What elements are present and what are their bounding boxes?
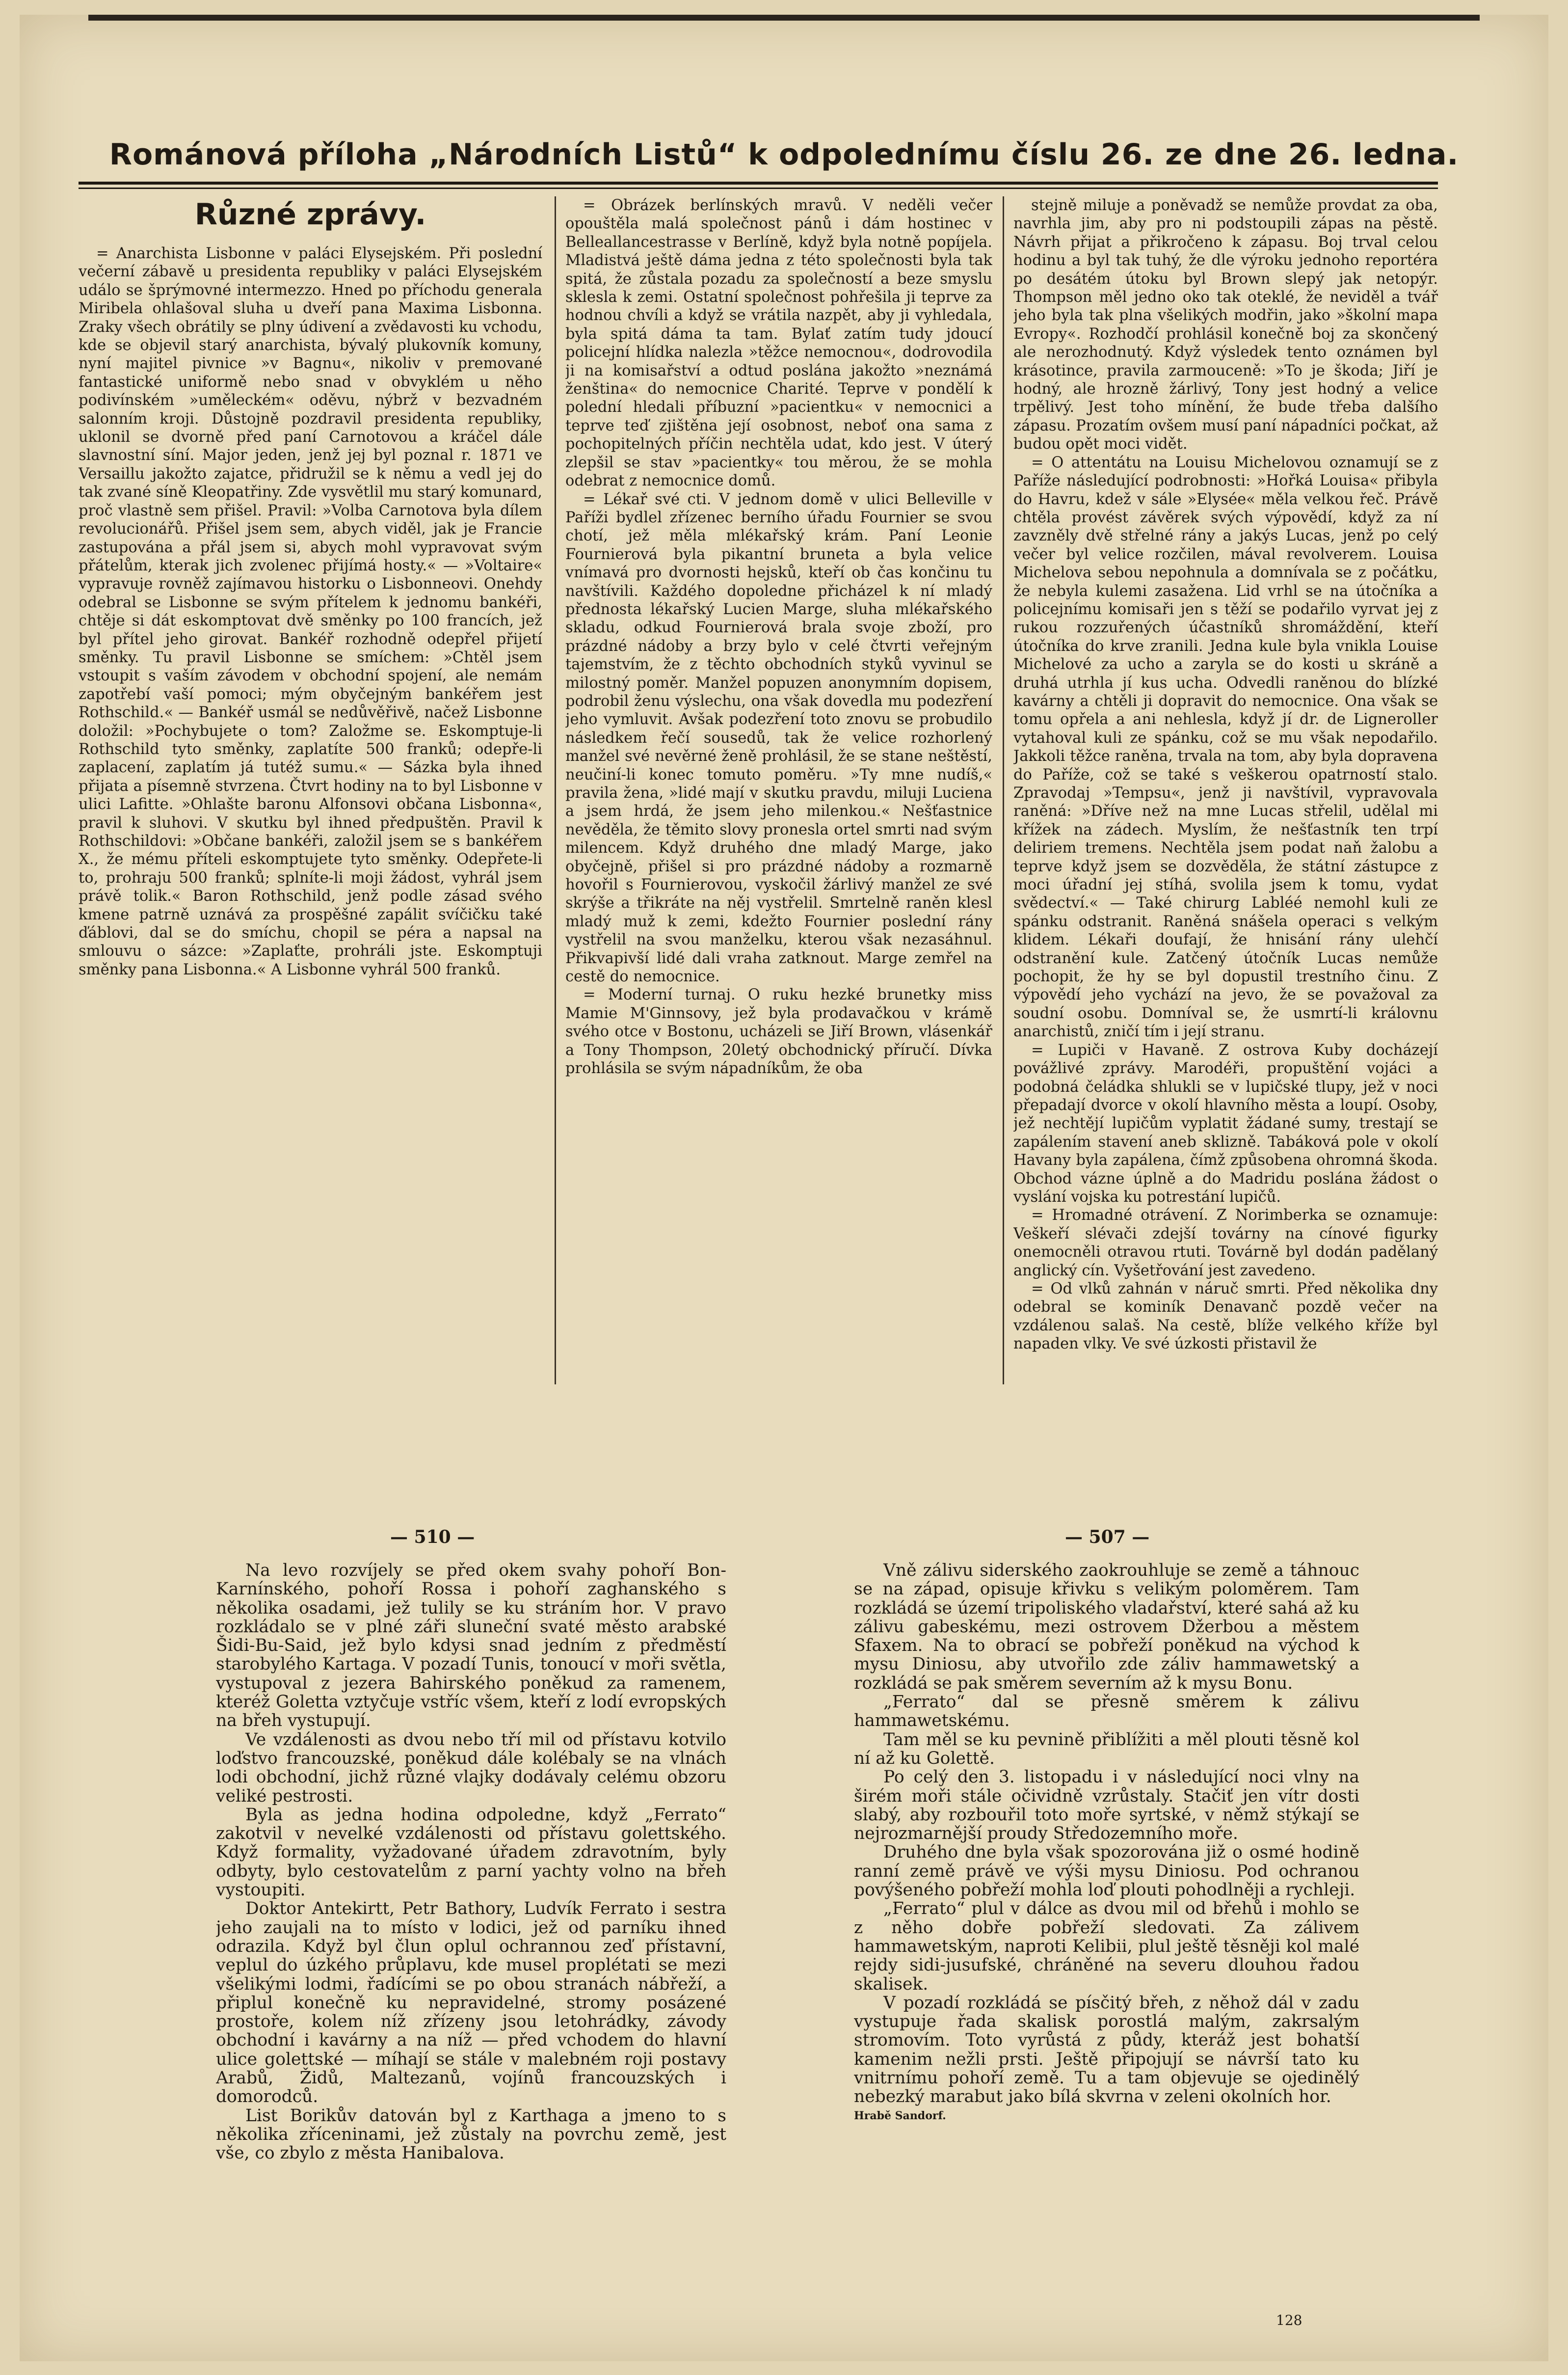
page-header: Románová příloha „Národních Listů“ k odpolednímu číslu 26. ze dne 26. ledna. — [109, 137, 1459, 172]
feuilleton-paragraph: V pozadí rozkládá se písčitý břeh, z něhož dál v zadu vystupuje řada skalisk porostlá malým, zakrsalým stromovím. Toto vyrůstá z půdy, kteráž jest bohatší kamenim nežli prsti. Ještě připojují se návrší tato ku vnitrnímu pohoří země. Tu a tam objevuje se ojedinělý nebezký marabut jako bílá skvrna v zeleni okolních hor. — [854, 1993, 1359, 2107]
page-number-128: 128 — [1276, 2312, 1302, 2328]
feuilleton-paragraph: Vně zálivu siderského zaokrouhluje se země a táhnouc se na západ, opisuje křivku s velikým poloměrem. Tam rozkládá se území tripoliského vladařství, které sahá až ku zálivu gabeskému, mezi ostrovem Džerbou a městem Sfaxem. Na to obrací se pobřeží poněkud na východ k mysu Diniosu, aby utvořilo zde záliv hammawetský a rozkládá se pak směrem severním až k mysu Bonu. — [854, 1561, 1359, 1693]
article-anarchist-lisbonne: = Anarchista Lisbonne v paláci Elysejském. Při poslední večerní zábavě u presidenta republiky v paláci Elysejském událo se šprýmovné intermezzo. Hned po příchodu generala Miribela ohlašoval sluha u dveří pana Maxima Lisbonna. Zraky všech obrátily se plny údivení a zvědavosti ku vchodu, kde se objevil starý anarchista, bývalý plukovník komuny, nyní majitel pivnice »v Bagnu«, nikoliv v premované fantastické uniformě nebo snad v obvyklém u něho podivínském »uměleckém« oděvu, nýbrž v bezvadném salonním kroji. Důstojně pozdravil presidenta republiky, uklonil se dvorně před paní Carnotovou a kráčel dále slavnostní síní. Major jeden, jenž jej byl poznal r. 1871 ve Versaillu jakožto zajatce, přidružil se k němu a vedl jej do tak zvané síně Kleopatřiny. Zde vysvětlil mu starý komunard, proč vlastně sem přišel. Pravil: »Volba Carnotova byla dílem revolucionářů. Přišel jsem sem, abych viděl, jak je Francie zastupována a přál jsem si, abych mohl vypravovat svým přátelům, kterak jich zvolenec přijímá hosty.« — »Voltaire« vypravuje rovněž zajímavou historku o Lisbonneovi. Onehdy odebral se Lisbonne se svým přítelem k jednomu bankéři, chtěje si dát eskomptovat dvě směnky po 100 francích, jež byl přítel jeho girovat. Bankéř rozhodně odepřel přijetí směnky. Tu pravil Lisbonne se smíchem: »Chtěl jsem vstoupit s vaším závodem v obchodní spojení, ale nemám zapotřebí vaší pomoci; mým obyčejným bankéřem jest Rothschild.« — Bankéř usmál se nedůvěřivě, načež Lisbonne doložil: »Pochybujete o tom? Založme se. Eskomptuje-li Rothschild tyto směnky, zaplatíte 500 franků; odepře-li zaplacení, zaplatím já tutéž sumu.« — Sázka byla ihned přijata a písemně stvrzena. Čtvrt hodiny na to byl Lisbonne v ulici Lafitte. »Ohlašte baronu Alfonsovi občana Lisbonna«, pravil k sluhovi. V skutku byl ihned předpuštěn. Pravil k Rothschildovi: »Občane bankéři, založil jsem se s bankéřem X., že mému příteli eskomptujete tyto směnky. Odepřete-li to, prohraju 500 franků; splníte-li moji žádost, vyhrál jsem právě tolik.« Baron Rothschild, jenž podle zásad svého kmene patrně uznává za prospěšné zapálit svíčičku také ďáblovi, dal se do smíchu, chopil se péra a napsal na smlouvu o sázce: »Zaplaťte, prohráli jste. Eskomptuji směnky pana Lisbonna.« A Lisbonne vyhrál 500 franků. — [79, 245, 542, 978]
article-wolves: = Od vlků zahnán v náruč smrti. Před několika dny odebral se kominík Denavanč pozdě večer na vzdálenou salaš. Na cestě, blíže velkého kříže byl napaden vlky. Ve své úzkosti přistavil že — [1013, 1280, 1438, 1353]
feuilleton-right-column — [854, 1561, 1359, 2337]
feuilleton-left-column — [216, 1561, 726, 2337]
article-honour-doctor: = Lékař své cti. V jednom domě v ulici Belleville v Paříži bydlel zřízenec berního úřadu Fournier se svou chotí, jež měla mlékařský krám. Paní Leonie Fournierová byla pikantní bruneta a byla velice vnímavá pro dvornosti hejsků, kteří ob čas končinu tu navštívili. Každého dopoledne přicházel k ní mladý přednosta lékařský Lucien Marge, sluha mlékařského skladu, odkud Fournierová brala svoje zboží, pro prázdné nádoby a brzy bylo v celé čtvrti veřejným tajemstvím, že z těchto obchodních styků vyvinul se milostný poměr. Manžel popuzen anonymním dopisem, podrobil ženu výslechu, ona však dovedla mu podezření jeho vymluvit. Avšak podezření toto znovu se probudilo následkem řečí sousedů, tak že velice rozhorlený manžel své nevěrné ženě prohlásil, že se stane neštěstí, neučiní-li konec tomuto poměru. »Ty mne nudíš,« pravila žena, »lidé mají v skutku pravdu, miluji Luciena a jsem hrdá, že jsem jeho milenkou.« Nešťastnice nevěděla, že těmito slovy pronesla ortel smrti nad svým milencem. Když druhého dne mladý Marge, jako obyčejně, přišel si pro prázdné nádoby a rozmarně hovořil s Fournierovou, vyskočil žárlivý manžel ze své skrýše a třikráte na něj vystřelil. Smrtelně raněn klesl mladý muž k zemi, kdežto Fournier poslední rány vystřelil na svou manželku, kterou však nezasáhnul. Přikvapivší lidé dali vraha zatknout. Marge zemřel na cestě do nemocnice. — [565, 490, 992, 986]
column-divider-1 — [555, 196, 556, 1384]
section-title: Různé zprávy. — [194, 197, 426, 232]
feuilleton-paragraph: List Borikův datován byl z Karthaga a jmeno to s několika zříceninami, jež zůstaly na povrchu země, jest vše, co zbylo z města Hanibalova. — [216, 2105, 726, 2163]
page-number-510: — 510 — — [390, 1527, 475, 1547]
feuilleton-paragraph: „Ferrato“ plul v dálce as dvou mil od břehů i mohlo se z něho dobře pobřeží sledovati. Za zálivem hammawetským, naproti Kelibii, plul ještě těsněji kol malé rejdy sidi-jusufské, chráněné na severu dlouhou řadou skalisek. — [854, 1899, 1359, 1994]
feuilleton-paragraph: Ve vzdálenosti as dvou nebo tří mil od přístavu kotvilo loďstvo francouzské, poněkud dále kolébaly se na vlnách lodi obchodní, jichž různé vlajky dodávaly celému obzoru veliké pestrosti. — [216, 1729, 726, 1806]
newspaper-page — [20, 15, 1548, 2361]
article-michel-attentat: = O attentátu na Louisu Michelovou oznamují se z Paříže následující podrobnosti: »Hořká Louisa« přibyla do Havru, kdež v sále »Elysée« měla velkou řeč. Právě chtěla provést závěrek svých výpovědí, když za ní zavzněly dvě střelné rány a jakýs Lucas, jenž po celý večer byl velice rozčilen, mával revolverem. Louisa Michelova sebou nepohnula a domnívala se z počátku, že nebyla kulemi zasažena. Lid vrhl se na útočníka a policejnímu komisaři jen s těží se podařilo vyrvat jej z rukou rozzuřených účastníků shromáždění, kteří útočníka do krve zranili. Jedna kule byla vnikla Louise Michelové za ucho a zaryla se do kosti u skráně a druhá utrhla jí kus ucha. Odvedli raněnou do blízké kavárny a chtěli ji dopravit do nemocnice. Ona však se tomu opřela a ani nehlesla, když jí dr. de Ligneroller vytahoval kuli ze spánku, což se mu však nepodařilo. Jakkoli těžce raněna, trvala na tom, aby byla dopravena do Paříže, což se také s veškerou opatrností stalo. Zpravodaj »Tempsu«, jenž ji navštívil, vypravovala raněná: »Dříve než na mne Lucas střelil, udělal mi křížek na zádech. Myslím, že nešťastník ten trpí deliriem tremens. Nechtěla jsem podat naň žalobu a teprve když jsem se dozvěděla, že státní zástupce z moci úřadní jej stíhá, svolila jsem k tomu, vydat svědectví.« — Také chirurg Labléé nemohl kuli ze spánku odstranit. Raněná snášela operaci s velkým klidem. Lékaři doufají, že hnisání rány ulehčí odstranění kule. Zatčený útočník Lucas nemůže pochopit, že hy se byl dopustil trestního činu. Z výpovědí jeho vychází na jevo, že se považoval za soudní osobu. Domníval se, že usmrtí-li královnu anarchistů, zničí tím i její stranu. — [1013, 454, 1438, 1041]
column-2 — [565, 196, 992, 1365]
feuilleton-paragraph: Doktor Antekirtt, Petr Bathory, Ludvík Ferrato i sestra jeho zaujali na to místo v lodici, jež od parníku ihned odrazila. Když byl člun oplul ochrannou zeď přístavní, veplul do úzkého průplavu, kde musel proplétati se mezi všelikými lodmi, řadícími se po obou stranách nábřeží, a připlul konečně ku nepravidelné, stromy posázené prostoře, kolem níž zřízeny jsou letohrádky, závody obchodní i kavárny a na níž — před vchodem do hlavní ulice golettské — míhají se stále v malebném roji postavy Arabů, Židů, Maltezanů, vojínů francouzských i domorodců. — [216, 1899, 726, 2107]
article-havana-robbers: = Lupiči v Havaně. Z ostrova Kuby docházejí povážlivé zprávy. Marodéři, propuštění vojáci a podobná čeládka shlukli se v lupičské tlupy, jež v noci přepadají dvorce v okolí hlavního města a loupí. Osoby, jež nechtějí lupičům vyplatit žádané sumy, trestají se zapálením stavení aneb sklizně. Tabáková pole v okolí Havany byla zapálena, čímž způsobena ohromná škoda. Obchod vázne úplně a do Madridu poslána žádost o vyslání vojska ku potrestání lupičů. — [1013, 1041, 1438, 1206]
column-3 — [1013, 196, 1438, 1365]
feuilleton-signature: Hrabě Sandorf. — [854, 2109, 946, 2122]
article-tournament-continued: stejně miluje a poněvadž se nemůže provdat za oba, navrhla jim, aby pro ni podstoupili zápas na pěstě. Návrh přijat a přikročeno k zápasu. Boj trval celou hodinu a byl tak tuhý, že dle výroku jednoho reportéra po desátém útoku byl Brown slepý jak netopýr. Thompson měl jedno oko tak oteklé, že neviděl a tvář jeho byla tak plna všelikých modřin, jako »školní mapa Evropy«. Rozhodčí prohlásil konečně boj za skončený ale nerozhodnutý. Když výsledek tento oznámen byl krásotince, pravila zarmouceně: »To je škoda; Jiří je hodný, ale hrozně žárlivý, Tony jest hodný a velice trpělivý. Jest toho mínění, že bude třeba dalšího zápasu. Prozatím ovšem musí paní nápadníci počkat, až budou opět moci vidět. — [1013, 197, 1438, 453]
top-edge-rule — [88, 15, 1480, 21]
article-berlin-morals: = Obrázek berlínských mravů. V neděli večer opouštěla malá společnost pánů i dám hostinec v Belleallancestrasse v Berlíně, když byla notně popíjela. Mladistvá ještě dáma jedna z této společnosti byla tak spitá, že zůstala pozadu za společností a beze smyslu sklesla k zemi. Ostatní společnost pohřešila ji teprve za hodnou chvíli a když se vrátila nazpět, aby ji vyhledala, byla spitá dáma ta tam. Bylať zatím tudy jdoucí policejní hlídka nalezla »těžce nemocnou«, dodrovodila ji na komisařství a odtud poslána jakožto »neznámá ženština« do nemocnice Charité. Teprve v pondělí k polední hledali příbuzní »pacientku« v nemocnici a teprve teď zjištěna její osobnost, neboť ona sama z pochopitelných příčin nechtěla udat, kdo jest. V úterý zlepšil se stav »pacientky« tou měrou, že se mohla odebrat z nemocnice domů. — [565, 197, 992, 490]
feuilleton-paragraph: „Ferrato“ dal se přesně směrem k zálivu hammawetskému. — [854, 1692, 1359, 1731]
column-1 — [79, 196, 542, 1365]
feuilleton-paragraph: Tam měl se ku pevnině přiblížiti a měl plouti těsně kol ní až ku Golettě. — [854, 1729, 1359, 1768]
feuilleton-paragraph: Byla as jedna hodina odpoledne, když „Ferrato“ zakotvil v nevelké vzdálenosti od přístavu golettského. Když formality, vyžadované úřadem zdravotním, byly odbyty, bylo cestovatelům z parní yachty volno na břeh vystoupiti. — [216, 1805, 726, 1900]
feuilleton-paragraph: Na levo rozvíjely se před okem svahy pohoří Bon-Karnínského, pohoří Rossa i pohoří zaghanského s několika osadami, jež tulily se ku stráním hor. V pravo rozkládalo se v plné záři sluneční svaté město arabské Šidi-Bu-Said, jež bylo kdysi snad jedním z předměstí starobylého Kartaga. V pozadí Tunis, tonoucí v moři světla, vystupoval z jezera Bahirského poněkud za ramenem, kteréž Goletta vztyčuje vstříc všem, kteří z lodí evropských na břeh vystupují. — [216, 1561, 726, 1731]
page-number-507: — 507 — — [1065, 1527, 1150, 1547]
header-rule — [79, 182, 1438, 185]
feuilleton-paragraph: Druhého dne byla však spozorována již o osmé hodině ranní země právě ve výši mysu Diniosu. Pod ochranou povýšeného pobřeží mohla loď plouti pohodlněji a rychleji. — [854, 1842, 1359, 1900]
article-mass-poisoning: = Hromadné otrávení. Z Norimberka se oznamuje: Veškeří slévači zdejší továrny na cínové figurky onemocněli otravou rtuti. Továrně byl dodán padělaný anglický cín. Vyšetřování jest zavedeno. — [1013, 1207, 1438, 1279]
column-divider-2 — [1003, 196, 1004, 1384]
header-rule-thin — [79, 188, 1438, 189]
feuilleton-paragraph: Po celý den 3. listopadu i v následující noci vlny na širém moři stále očividně vzrůstaly. Stačiť jen vítr dosti slabý, aby rozbouřil toto moře syrtské, v němž stýkají se nejrozmarnější proudy Středozemního moře. — [854, 1767, 1359, 1844]
article-modern-tournament: = Moderní turnaj. O ruku hezké brunetky miss Mamie M'Ginnsovy, jež byla prodavačkou v krámě svého otce v Bostonu, ucházeli se Jiří Brown, vlásenkář a Tony Thompson, 20letý obchodnický příručí. Dívka prohlásila se svým nápadníkům, že oba — [565, 986, 992, 1078]
